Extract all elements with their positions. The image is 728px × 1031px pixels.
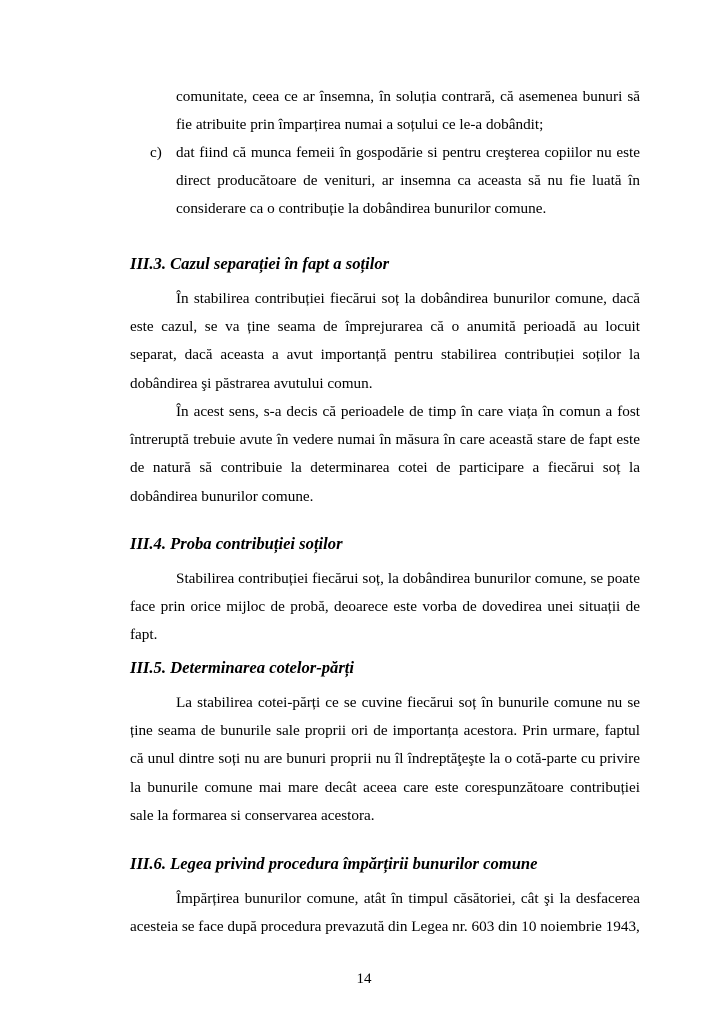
paragraph: În stabilirea contribuției fiecărui soț la dobândirea bunurilor comune, dacă este cazul, se va ține seama de împrejurarea că o anumită perioadă au locuit separat, dacă aceasta a avut importanță pentru stabilirea contribuției soților la dobândirea şi păstrarea avutului comun. [130,290,640,392]
list-marker: c) [150,144,162,161]
paragraph: Împărțirea bunurilor comune, atât în timpul căsătoriei, cât şi la desfacerea acesteia se face după procedura prevazută din Legea nr. 603 din 10 noiembrie 1943, [130,890,640,936]
section-heading-3-3: III.3. Cazul separației în fapt a soților [130,254,390,273]
list-item-continuation: comunitate, ceea ce ar însemna, în soluția contrară, că asemenea bunuri să fie atribuite prin împarțirea numai a soțului ce le-a dobândit; [176,88,640,134]
section-heading-3-5: III.5. Determinarea cotelor-părți [130,658,355,677]
list-item-c [150,139,640,224]
page-number: 14 [356,971,372,987]
list-item-text: dat fiind că munca femeii în gospodărie si pentru creşterea copiilor nu este direct producătoare de venituri, ar insemna ca aceasta să nu fie luată în considerare ca o contribuție la dobândirea bunurilor comune. [176,144,640,218]
paragraph: În acest sens, s-a decis că perioadele de timp în care viața în comun a fost întreruptă trebuie avute în vedere numai în măsura în care această stare de fapt este de natură să contribuie la determinarea cotei de participare a fiecărui soț la dobândirea bunurilor comune. [130,403,640,505]
section-heading-3-6: III.6. Legea privind procedura împărțirii bunurilor comune [130,854,538,873]
paragraph: Stabilirea contribuției fiecărui soț, la dobândirea bunurilor comune, se poate face prin orice mijloc de probă, deoarece este vorba de dovedirea unei situații de fapt. [130,570,640,644]
paragraph: La stabilirea cotei-părți ce se cuvine fiecărui soț în bunurile comune nu se ține seama de bunurile sale proprii ori de importanța acestora. Prin urmare, faptul că unul dintre soți nu are bunuri proprii nu îl îndreptăţeşte la o cotă-parte cu privire la bunurile comune mai mare decât aceea care este corespunzătoare contribuției sale la formarea si conservarea acestora. [130,694,640,824]
section-heading-3-4: III.4. Proba contribuției soților [130,534,343,553]
